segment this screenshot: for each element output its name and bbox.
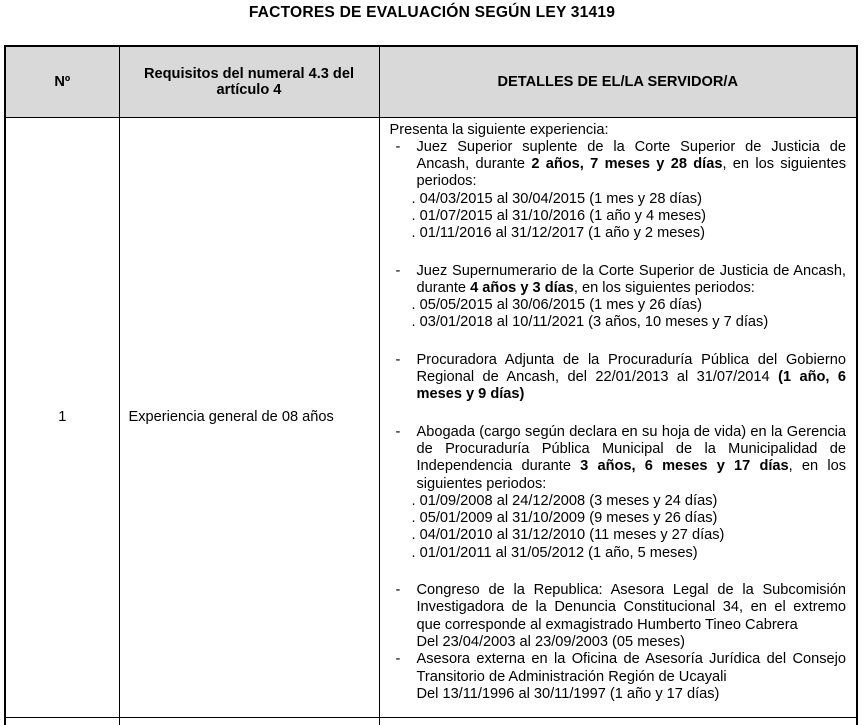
experience-item xyxy=(390,139,847,243)
experience-item-text: Procuradora Adjunta de la Procuraduría Pública del Gobierno Regional de Ancash, del 22/01/2013 al 31/07/2014 (1 año, 6 meses y 9 días) xyxy=(416,351,846,403)
period-line: Del 23/04/2003 al 23/09/2003 (05 meses) xyxy=(416,633,686,650)
period-line: Del 13/11/1996 al 30/11/1997 (1 año y 17 días) xyxy=(416,685,720,702)
header-cell-requisitos: Requisitos del numeral 4.3 del artículo 4 xyxy=(119,46,379,117)
evaluation-table xyxy=(4,45,858,725)
experience-item-list xyxy=(390,139,847,703)
experience-item-body xyxy=(417,352,847,404)
row-requirement-cell: Experiencia general de 08 años xyxy=(119,117,379,717)
details-intro-text: Presenta la siguiente experiencia: xyxy=(389,121,609,138)
period-line: . 03/01/2018 al 10/11/2021 (3 años, 10 meses y 7 días) xyxy=(411,314,769,331)
page-title: FACTORES DE EVALUACIÓN SEGÚN LEY 31419 xyxy=(248,4,616,21)
period-line: . 05/05/2015 al 30/06/2015 (1 mes y 26 días) xyxy=(411,297,702,314)
next-row-number-cell xyxy=(5,717,119,725)
header-row xyxy=(5,46,857,117)
experience-item-body xyxy=(417,651,847,703)
experience-item xyxy=(390,582,847,651)
experience-item-body xyxy=(411,262,847,332)
bullet-dash: - xyxy=(395,582,401,599)
experience-item-text: Juez Superior suplente de la Corte Superior de Justicia de Ancash, durante 2 años, 7 meses y 28 días, en los siguientes periodos: xyxy=(416,138,846,190)
period-line: . 01/07/2015 al 31/10/2016 (1 año y 4 meses) xyxy=(411,207,707,224)
header-cell-detalles: DETALLES DE EL/LA SERVIDOR/A xyxy=(379,46,857,117)
period-line: . 05/01/2009 al 31/10/2009 (9 meses y 26 días) xyxy=(411,510,718,527)
experience-item xyxy=(390,352,847,404)
row-number-cell: 1 xyxy=(5,117,119,717)
period-line: . 01/09/2008 al 24/12/2008 (3 meses y 24 días) xyxy=(411,492,718,509)
experience-item-body xyxy=(417,582,847,651)
experience-item xyxy=(390,263,847,332)
experience-item-text: Abogada (cargo según declara en su hoja de vida) en la Gerencia de Procuraduría Pública Municipal de la Municipalidad de Independencia durante 3 años, 6 meses y 17 días, en los siguientes periodos: xyxy=(416,423,847,492)
bullet-dash: - xyxy=(395,651,401,668)
experience-item xyxy=(390,424,847,562)
bullet-dash: - xyxy=(395,262,401,279)
header-cell-number: Nº xyxy=(5,46,119,117)
experience-item-body xyxy=(411,138,847,243)
next-row-requirement-cell xyxy=(119,717,379,725)
experience-item-text: Congreso de la Republica: Asesora Legal de la Subcomisión Investigadora de la Denuncia Constitucional 34, en el extremo que corresponde al exmagistrado Humberto Tineo Cabrera xyxy=(416,582,846,633)
next-row-details-cell xyxy=(379,717,857,725)
period-line: . 01/11/2016 al 31/12/2017 (1 año y 2 meses) xyxy=(411,225,705,242)
experience-item xyxy=(390,651,847,703)
period-line: . 04/03/2015 al 30/04/2015 (1 mes y 28 días) xyxy=(411,190,702,207)
period-line: . 01/01/2011 al 31/05/2012 (1 año, 5 meses) xyxy=(411,544,698,561)
experience-item-text: Asesora externa en la Oficina de Asesoría Jurídica del Consejo Transitorio de Administración Región de Ucayali xyxy=(416,651,846,685)
row-details-cell xyxy=(379,117,857,717)
experience-item-text: Juez Supernumerario de la Corte Superior de Justicia de Ancash, durante 4 años y 3 días, en los siguientes periodos: xyxy=(416,262,846,296)
period-line: . 04/01/2010 al 31/12/2010 (11 meses y 27 días) xyxy=(411,527,725,544)
bullet-dash: - xyxy=(395,423,401,440)
experience-item-body xyxy=(411,423,847,562)
next-row-partial xyxy=(5,717,857,725)
bullet-dash: - xyxy=(395,351,401,368)
bullet-dash: - xyxy=(395,138,401,155)
table-row xyxy=(5,117,857,717)
